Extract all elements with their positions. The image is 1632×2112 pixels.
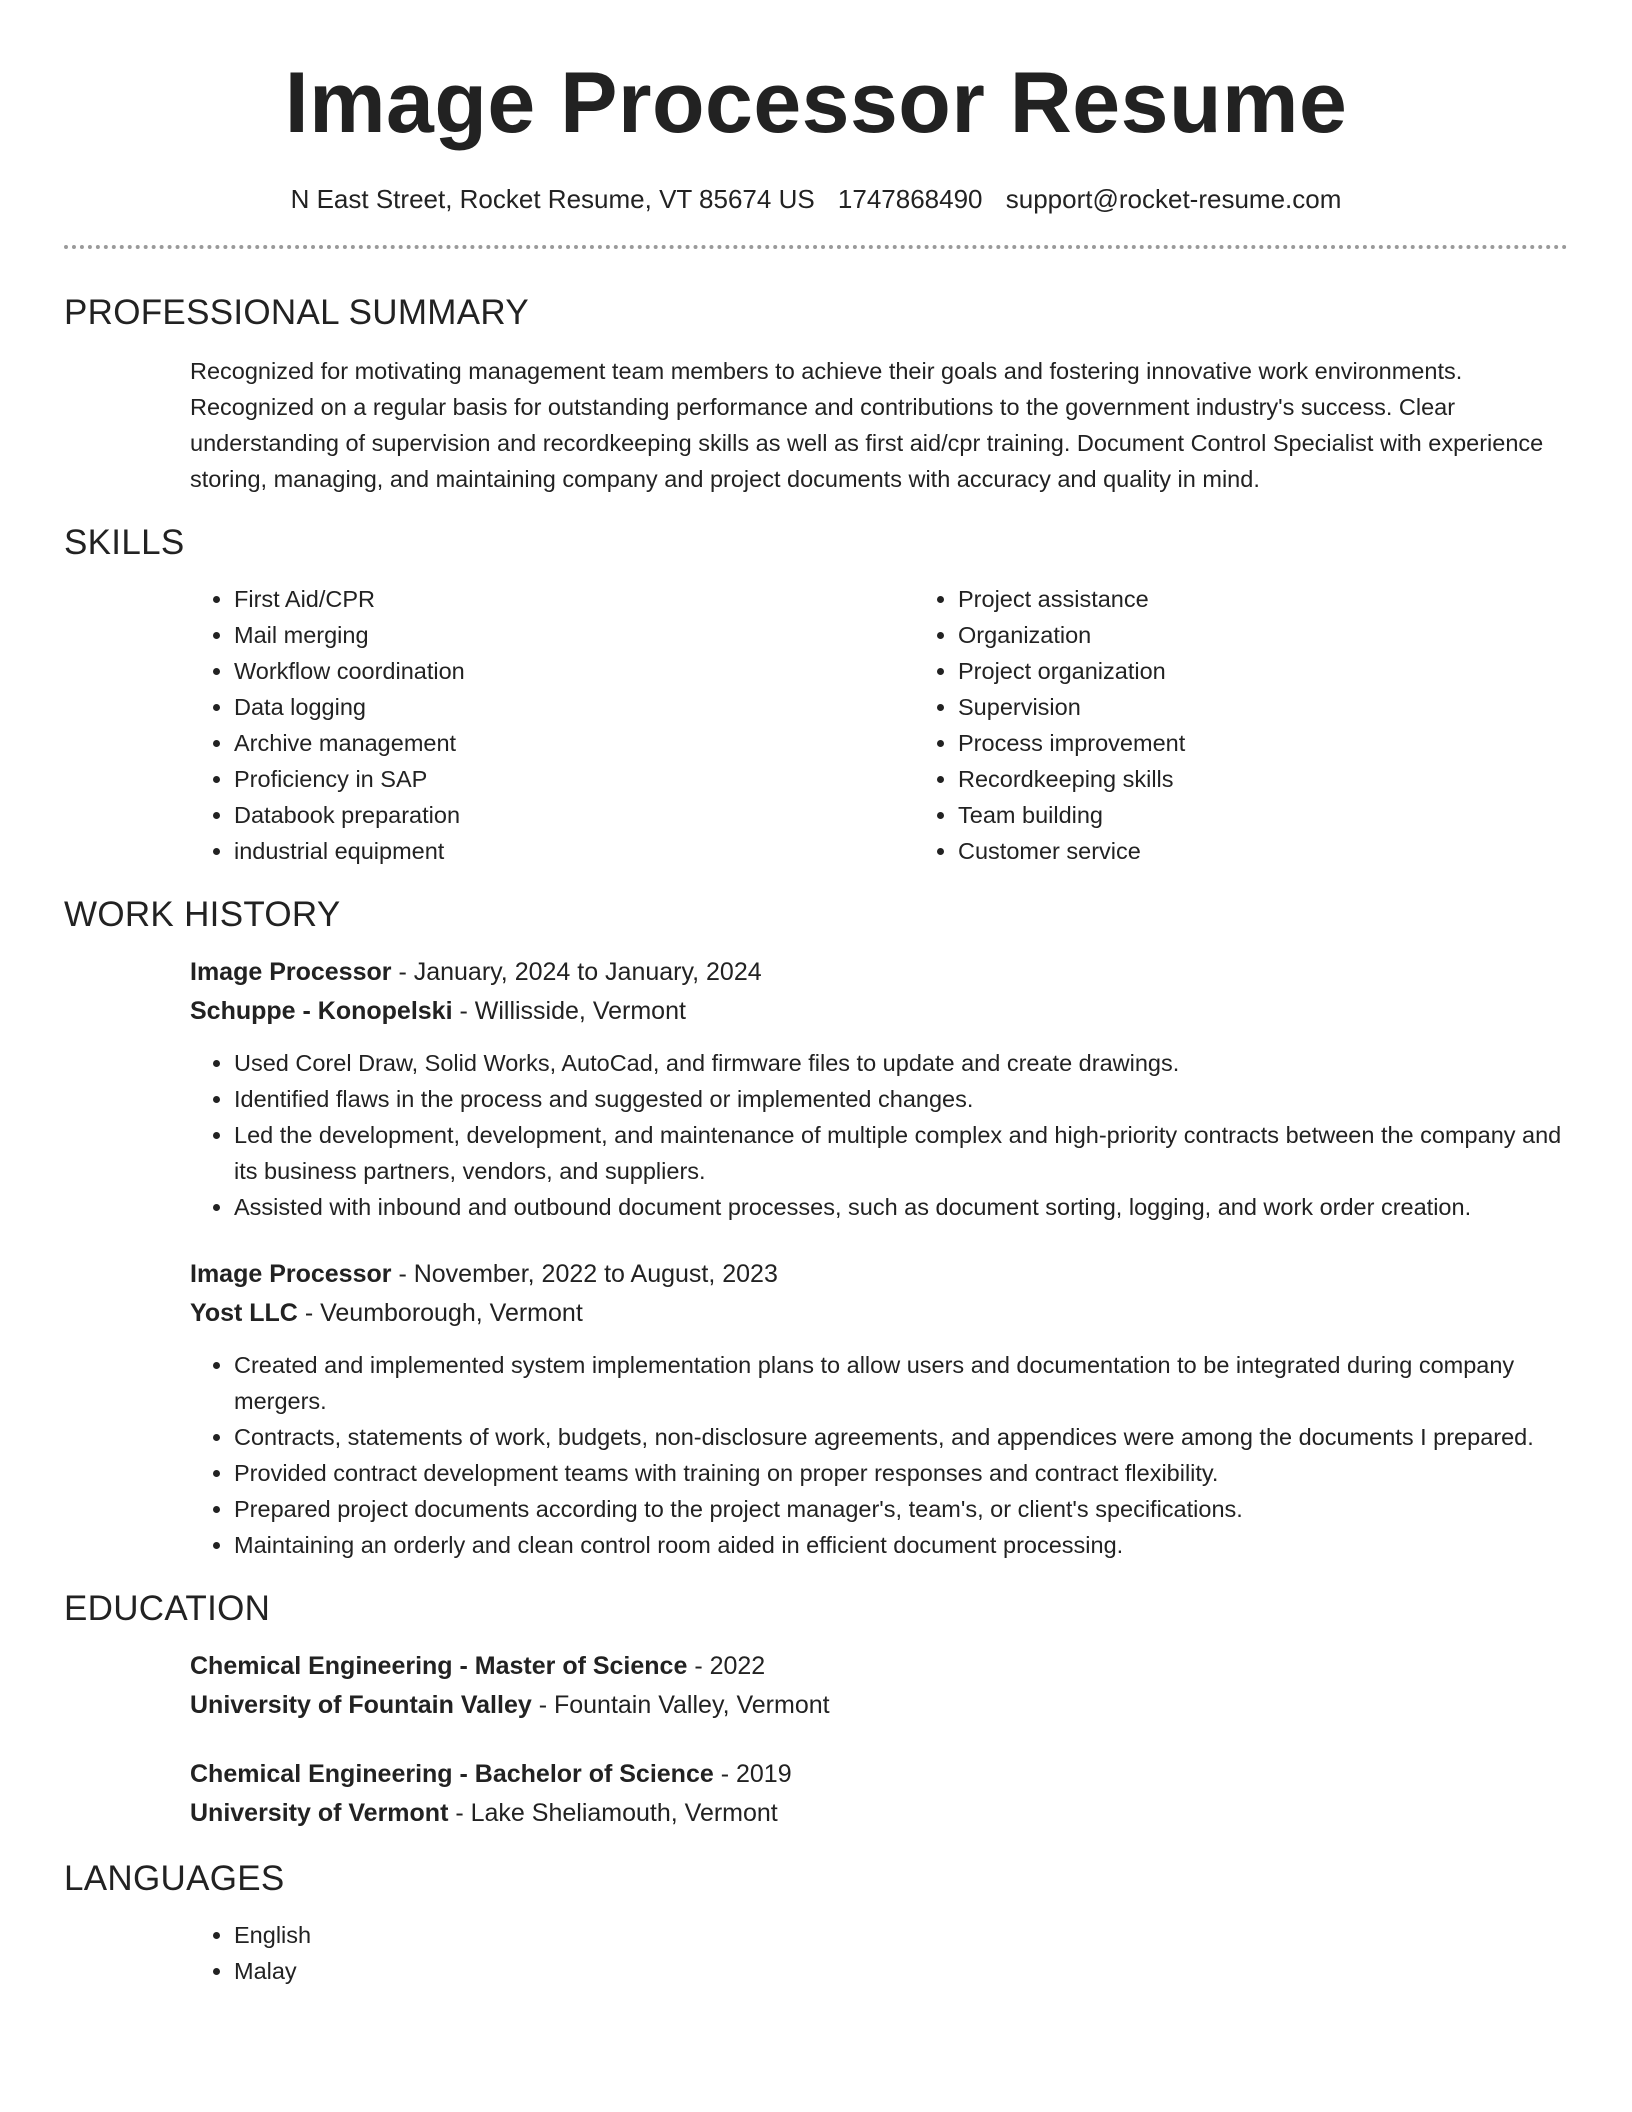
degree-line — [190, 1755, 1568, 1794]
languages-heading: LANGUAGES — [64, 1859, 285, 1898]
skill-item: • Organization — [958, 617, 1632, 653]
job-entry — [64, 953, 1568, 1225]
skill-item: • First Aid/CPR — [234, 581, 914, 617]
job-bullet: • Identified flaws in the process and suggested or implemented changes. — [234, 1081, 1568, 1117]
school: University of Fountain Valley — [190, 1691, 532, 1719]
contact-line — [64, 184, 1568, 215]
job-company-line — [190, 1294, 1568, 1333]
job-bullet: • Maintaining an orderly and clean control room aided in efficient document processing. — [234, 1527, 1568, 1563]
summary-heading: PROFESSIONAL SUMMARY — [64, 293, 529, 332]
address: N East Street, Rocket Resume, VT 85674 US — [290, 184, 815, 214]
skill-item: • industrial equipment — [234, 833, 914, 869]
languages-section — [64, 1859, 1568, 1989]
job-company-line — [190, 992, 1568, 1031]
job-bullet: • Led the development, development, and maintenance of multiple complex and high-priority contracts between the company and its business partners, vendors, and suppliers. — [234, 1117, 1568, 1189]
school-line — [190, 1794, 1568, 1833]
phone: 1747868490 — [837, 184, 983, 214]
job-bullet: • Used Corel Draw, Solid Works, AutoCad, and firmware files to update and create drawings. — [234, 1045, 1568, 1081]
education-section — [64, 1589, 1568, 1833]
summary-section — [64, 293, 1568, 497]
skill-item: • Workflow coordination — [234, 653, 914, 689]
skills-heading: SKILLS — [64, 523, 185, 562]
school-location: - Lake Sheliamouth, Vermont — [448, 1799, 778, 1827]
language-item: • English — [234, 1917, 1568, 1953]
job-location: - Willisside, Vermont — [452, 997, 686, 1025]
skill-item: • Team building — [958, 797, 1632, 833]
header-divider — [64, 245, 1568, 249]
job-company: Yost LLC — [190, 1299, 298, 1327]
resume-title: Image Processor Resume — [284, 55, 1348, 151]
skill-item: • Mail merging — [234, 617, 914, 653]
job-bullet: • Provided contract development teams with training on proper responses and contract flexibility. — [234, 1455, 1568, 1491]
education-entry — [64, 1755, 1568, 1833]
education-heading: EDUCATION — [64, 1589, 271, 1628]
job-bullet: • Assisted with inbound and outbound document processes, such as document sorting, logging, and work order creation. — [234, 1189, 1568, 1225]
job-bullet: • Prepared project documents according to the project manager's, team's, or client's specifications. — [234, 1491, 1568, 1527]
degree-line — [190, 1647, 1568, 1686]
graduation-year: - 2019 — [713, 1760, 792, 1788]
skill-item: • Data logging — [234, 689, 914, 725]
skill-item: • Project assistance — [958, 581, 1632, 617]
skills-grid — [64, 581, 1568, 869]
job-title: Image Processor — [190, 1260, 392, 1288]
school-location: - Fountain Valley, Vermont — [531, 1691, 830, 1719]
skill-item: • Databook preparation — [234, 797, 914, 833]
skill-item: • Supervision — [958, 689, 1632, 725]
summary-text: Recognized for motivating management team members to achieve their goals and fostering innovative work environments. Recognized on a regular basis for outstanding performance and contributions to the government industry's success. Clear understanding of supervision and recordkeeping skills as well as first aid/cpr training. Document Control Specialist with experience storing, managing, and maintaining company and project documents with accuracy and quality in mind. — [190, 358, 1544, 492]
job-bullet: • Created and implemented system implementation plans to allow users and documentation to be integrated during company mergers. — [234, 1347, 1568, 1419]
job-dates: - November, 2022 to August, 2023 — [391, 1260, 778, 1288]
email: support@rocket-resume.com — [1005, 184, 1342, 214]
job-dates: - January, 2024 to January, 2024 — [391, 958, 762, 986]
degree: Chemical Engineering - Bachelor of Science — [190, 1760, 714, 1788]
work-history-heading: WORK HISTORY — [64, 895, 341, 934]
school: University of Vermont — [190, 1799, 449, 1827]
skills-right-list — [914, 581, 1632, 869]
skill-item: • Recordkeeping skills — [958, 761, 1632, 797]
skill-item: • Process improvement — [958, 725, 1632, 761]
skill-item: • Customer service — [958, 833, 1632, 869]
skills-section — [64, 523, 1568, 869]
languages-list — [64, 1917, 1568, 1989]
graduation-year: - 2022 — [687, 1652, 766, 1680]
job-entry — [64, 1255, 1568, 1563]
school-line — [190, 1686, 1568, 1725]
job-bullets — [190, 1045, 1568, 1225]
job-title: Image Processor — [190, 958, 392, 986]
job-bullets — [190, 1347, 1568, 1563]
education-entry — [64, 1647, 1568, 1725]
skills-left-list — [190, 581, 914, 869]
degree: Chemical Engineering - Master of Science — [190, 1652, 688, 1680]
job-company: Schuppe - Konopelski — [190, 997, 453, 1025]
job-title-line — [190, 953, 1568, 992]
skill-item: • Archive management — [234, 725, 914, 761]
language-item: • Malay — [234, 1953, 1568, 1989]
job-title-line — [190, 1255, 1568, 1294]
job-bullet: • Contracts, statements of work, budgets, non-disclosure agreements, and appendices were among the documents I prepared. — [234, 1419, 1568, 1455]
job-location: - Veumborough, Vermont — [297, 1299, 583, 1327]
skill-item: • Project organization — [958, 653, 1632, 689]
work-history-section — [64, 895, 1568, 1563]
skill-item: • Proficiency in SAP — [234, 761, 914, 797]
